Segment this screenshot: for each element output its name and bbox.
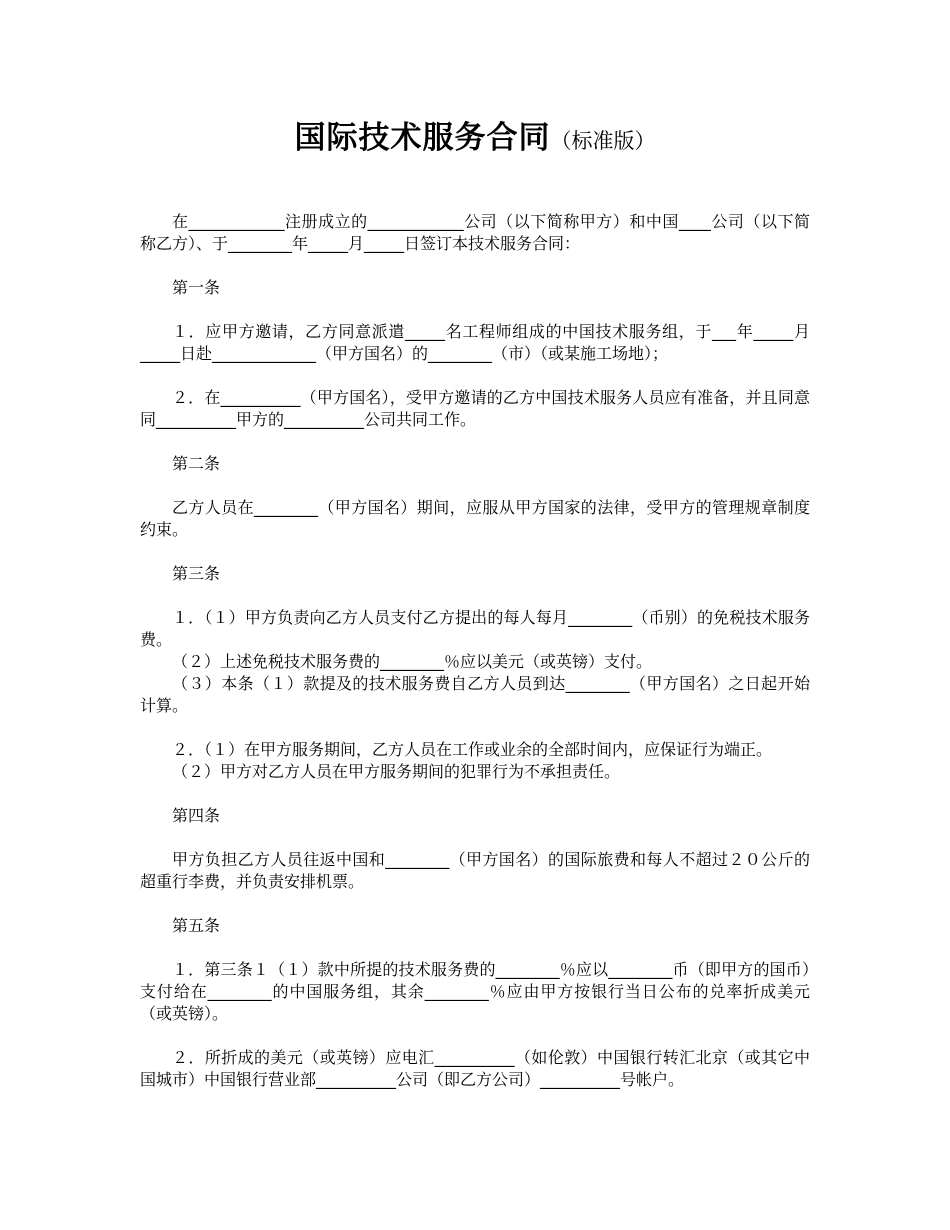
article-3-clause-2-2: （２）甲方对乙方人员在甲方服务期间的犯罪行为不承担责任。 — [172, 762, 621, 781]
article-5-heading: 第五条 — [172, 916, 221, 935]
article-3-clause-2-1: ２．（１）在甲方服务期间，乙方人员在工作或业余的全部时间内，应保证行为端正。 — [172, 740, 773, 759]
article-1-clause-2: ２．在__________（甲方国名），受甲方邀请的乙方中国技术服务人员应有准备，并且同意同__________甲方的__________公司共同工作。 — [140, 388, 810, 429]
article-5-clause-2: ２．所折成的美元（或英镑）应电汇__________（如伦敦）中国银行转汇北京（或其它中国城市）中国银行营业部__________公司（即乙方公司）__________号帐户。 — [140, 1048, 810, 1089]
article-3-heading: 第三条 — [172, 564, 221, 583]
contract-body — [140, 211, 810, 1091]
document-title — [140, 115, 810, 163]
article-3-clause-1-2: （２）上述免税技术服务费的________％应以美元（或英镑）支付。 — [172, 652, 653, 671]
article-5-clause-1: １．第三条１（１）款中所提的技术服务费的________％应以________币（即甲方的国币）支付给在________的中国服务组，其余________％应由甲方按银行当日公布的兑率折成美元（或英镑）。 — [140, 960, 810, 1023]
article-1-clause-1: １．应甲方邀请，乙方同意派遣_____名工程师组成的中国技术服务组，于___年_____月_____日赴_____________（甲方国名）的________（市）（或某施工场地）； — [140, 322, 810, 363]
article-4-heading: 第四条 — [172, 806, 221, 825]
article-2-heading: 第二条 — [172, 454, 221, 473]
article-1-heading: 第一条 — [172, 278, 221, 297]
title-main: 国际技术服务合同 — [294, 120, 551, 156]
article-4-clause-1: 甲方负担乙方人员往返中国和________（甲方国名）的国际旅费和每人不超过２０公斤的超重行李费，并负责安排机票。 — [140, 850, 810, 891]
article-3-clause-1-1: １．（１）甲方负责向乙方人员支付乙方提出的每人每月________（币别）的免税技术服务费。 — [140, 608, 810, 649]
article-2-clause-1: 乙方人员在________（甲方国名）期间，应服从甲方国家的法律，受甲方的管理规章制度约束。 — [140, 498, 810, 539]
title-sub: （标准版） — [550, 129, 656, 153]
intro-paragraph: 在____________注册成立的____________公司（以下简称甲方）和中国____公司（以下简称乙方）、于________年_____月_____日签订本技术服务合同： — [140, 212, 810, 253]
article-3-clause-1-3: （３）本条（１）款提及的技术服务费自乙方人员到达________（甲方国名）之日起开始计算。 — [140, 674, 810, 715]
